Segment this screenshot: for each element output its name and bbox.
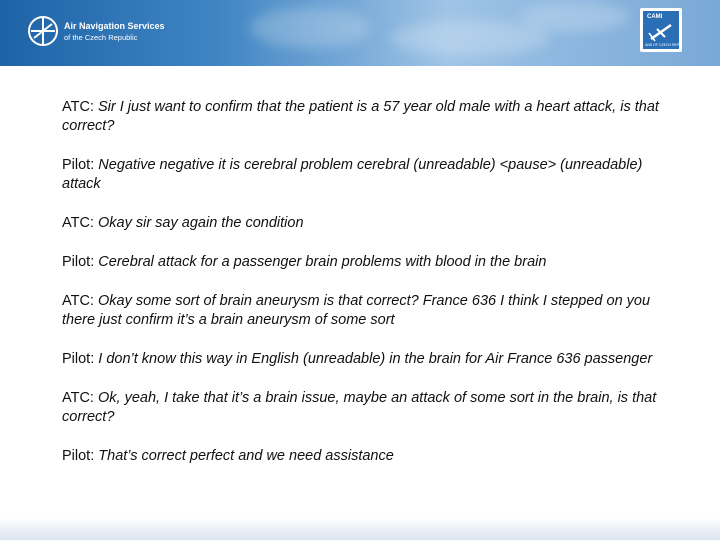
transcript-entry xyxy=(62,98,662,136)
organization-name-line2: of the Czech Republic xyxy=(64,33,138,42)
utterance-text: Okay some sort of brain aneurysm is that correct? France 636 I think I stepped on you there just confirm it’s a brain aneurysm of some sort xyxy=(62,293,651,328)
speaker-label: Pilot: xyxy=(62,254,95,270)
ans-cr-logo-icon xyxy=(26,14,60,48)
transcript-entry xyxy=(62,292,662,330)
cami-logo-panel xyxy=(643,11,679,49)
transcript-entry xyxy=(62,253,662,272)
transcript-entry xyxy=(62,350,662,369)
organization-name-line1: Air Navigation Services xyxy=(64,21,165,31)
speaker-label: ATC: xyxy=(62,390,94,406)
speaker-label: Pilot: xyxy=(62,448,95,464)
utterance-text: Cerebral attack for a passenger brain problems with blood in the brain xyxy=(98,254,547,270)
utterance-text: That’s correct perfect and we need assistance xyxy=(98,448,394,464)
cami-logo-title: CAMI xyxy=(647,14,663,20)
header-banner xyxy=(0,0,720,66)
transcript-entry xyxy=(62,447,662,466)
speaker-label: ATC: xyxy=(62,215,94,231)
utterance-text: Negative negative it is cerebral problem cerebral (unreadable) <pause> (unreadable) attack xyxy=(62,157,643,192)
speaker-label: Pilot: xyxy=(62,351,95,367)
utterance-text: I don’t know this way in English (unreadable) in the brain for Air France 636 passenger xyxy=(98,351,653,367)
transcript-entry xyxy=(62,214,662,233)
speaker-label: ATC: xyxy=(62,99,94,115)
cami-logo-footer: ANS OF CZECH REP xyxy=(645,43,680,47)
speaker-label: ATC: xyxy=(62,293,94,309)
transcript-entry xyxy=(62,156,662,194)
speaker-label: Pilot: xyxy=(62,157,95,173)
organization-name xyxy=(64,20,165,44)
transcript-entry xyxy=(62,389,662,427)
footer-band xyxy=(0,518,720,540)
cami-logo xyxy=(640,8,682,52)
transcript xyxy=(62,98,662,486)
utterance-text: Okay sir say again the condition xyxy=(97,215,304,231)
utterance-text: Sir I just want to confirm that the patient is a 57 year old male with a heart attack, is that correct? xyxy=(62,99,659,134)
utterance-text: Ok, yeah, I take that it’s a brain issue, maybe an attack of some sort in the brain, is that correct? xyxy=(62,390,657,425)
